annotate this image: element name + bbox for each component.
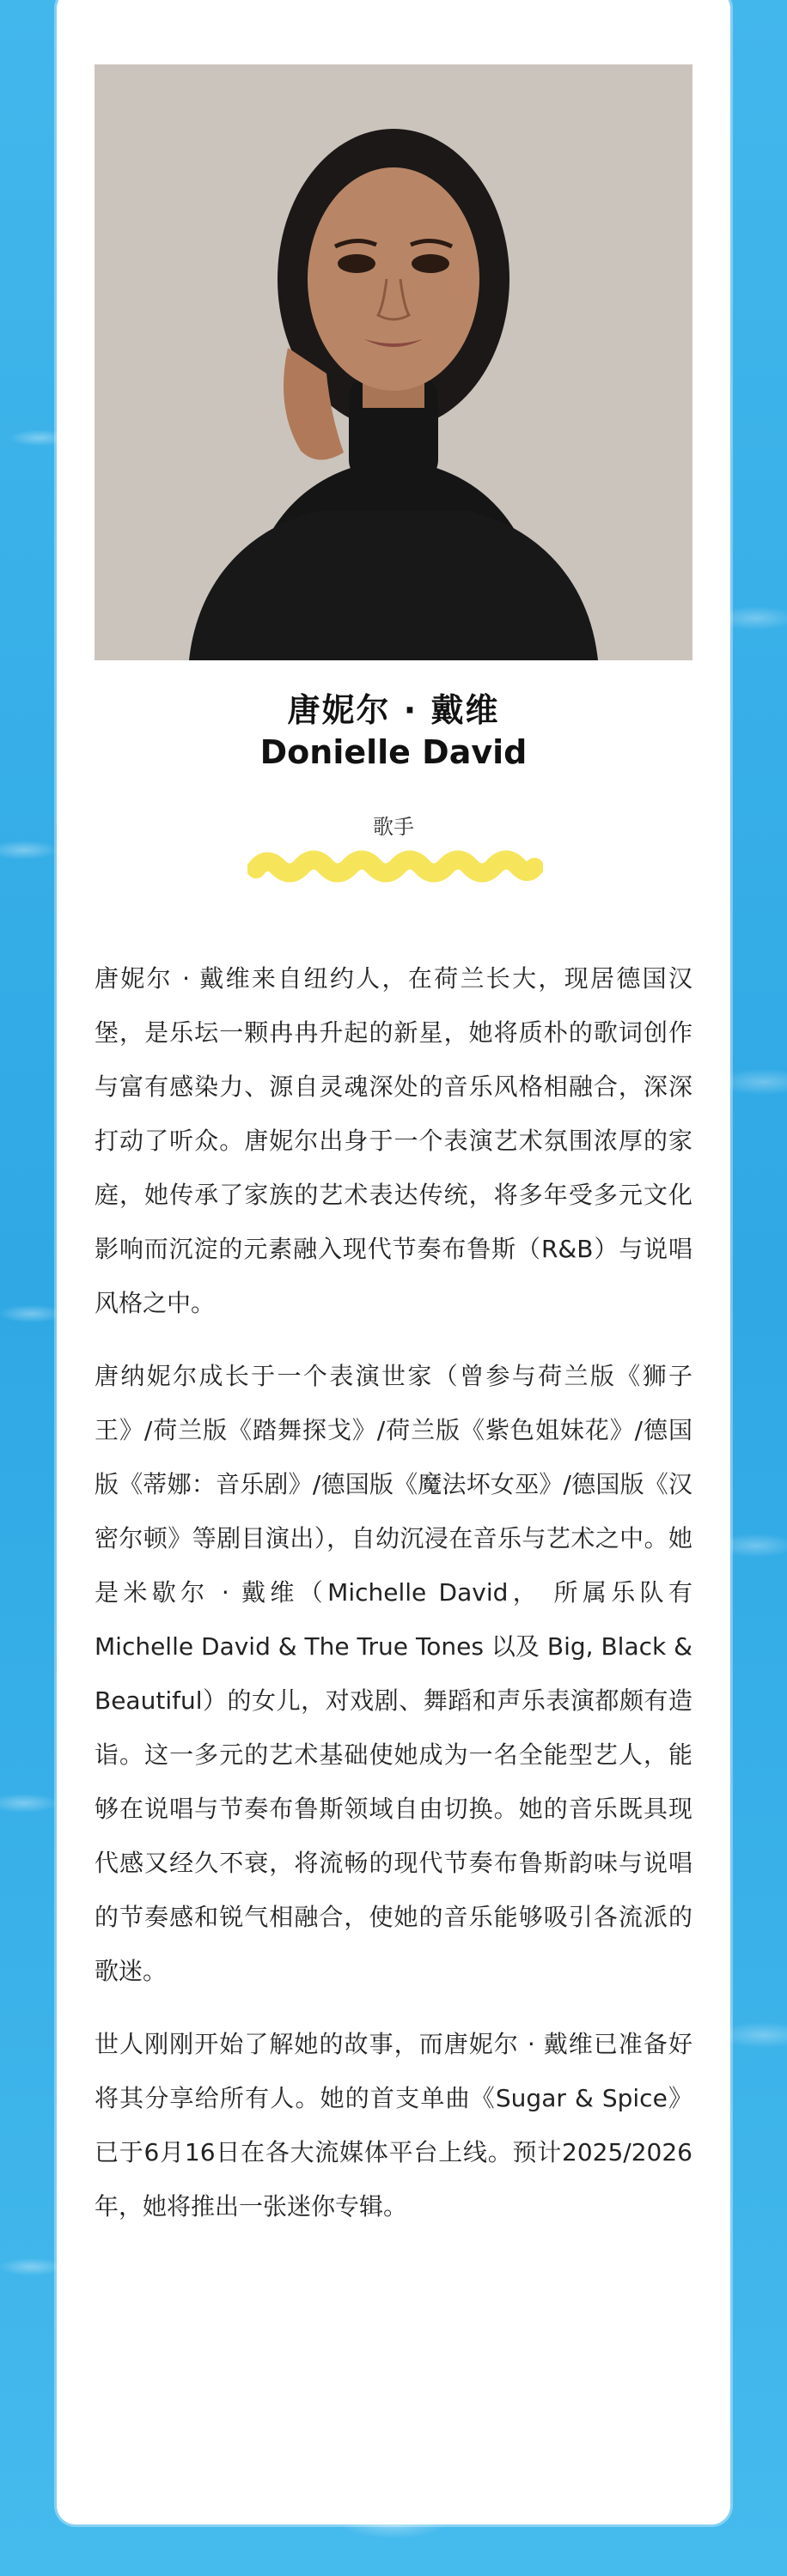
profile-card: [57, 0, 730, 2524]
squiggle-underline-decoration: [247, 847, 543, 888]
artist-name-english: Donielle David: [259, 733, 528, 771]
bio-paragraph-2: 唐纳妮尔成长于一个表演世家（曾参与荷兰版《狮子王》/荷兰版《踏舞探戈》/荷兰版《紫色姐妹花》/德国版《蒂娜：音乐剧》/德国版《魔法坏女巫》/德国版《汉密尔顿》等剧目演出），自幼沉浸在音乐与艺术之中。她是米歇尔 · 戴维（Michelle David， 所属乐队有 Michelle David & The True Tones 以及 Big, Black & Beautiful）的女儿，对戏剧、舞蹈和声乐表演都颇有造诣。这一多元的艺术基础使她成为一名全能型艺人，能够在说唱与节奏布鲁斯领域自由切换。她的音乐既具现代感又经久不衰，将流畅的现代节奏布鲁斯韵味与说唱的节奏感和锐气相融合，使她的音乐能够吸引各流派的歌迷。: [95, 1362, 692, 1985]
portrait-illustration: [95, 64, 692, 660]
artist-name-chinese: 唐妮尔 · 戴维: [287, 691, 500, 729]
bio-paragraph-3: 世人刚刚开始了解她的故事，而唐妮尔 · 戴维已准备好将其分享给所有人。她的首支单曲《Sugar & Spice》已于6月16日在各大流媒体平台上线。预计2025/2026年，她将推出一张迷你专辑。: [95, 2030, 692, 2221]
artist-biography: [95, 951, 692, 2252]
artist-role: 歌手: [373, 815, 414, 839]
bio-paragraph-1: 唐妮尔 · 戴维来自纽约人，在荷兰长大，现居德国汉堡，是乐坛一颗冉冉升起的新星，她将质朴的歌词创作与富有感染力、源自灵魂深处的音乐风格相融合，深深打动了听众。唐妮尔出身于一个表演艺术氛围浓厚的家庭，她传承了家族的艺术表达传统，将多年受多元文化影响而沉淀的元素融入现代节奏布鲁斯（R&B）与说唱风格之中。: [95, 964, 692, 1317]
portrait-photo: [95, 64, 692, 660]
